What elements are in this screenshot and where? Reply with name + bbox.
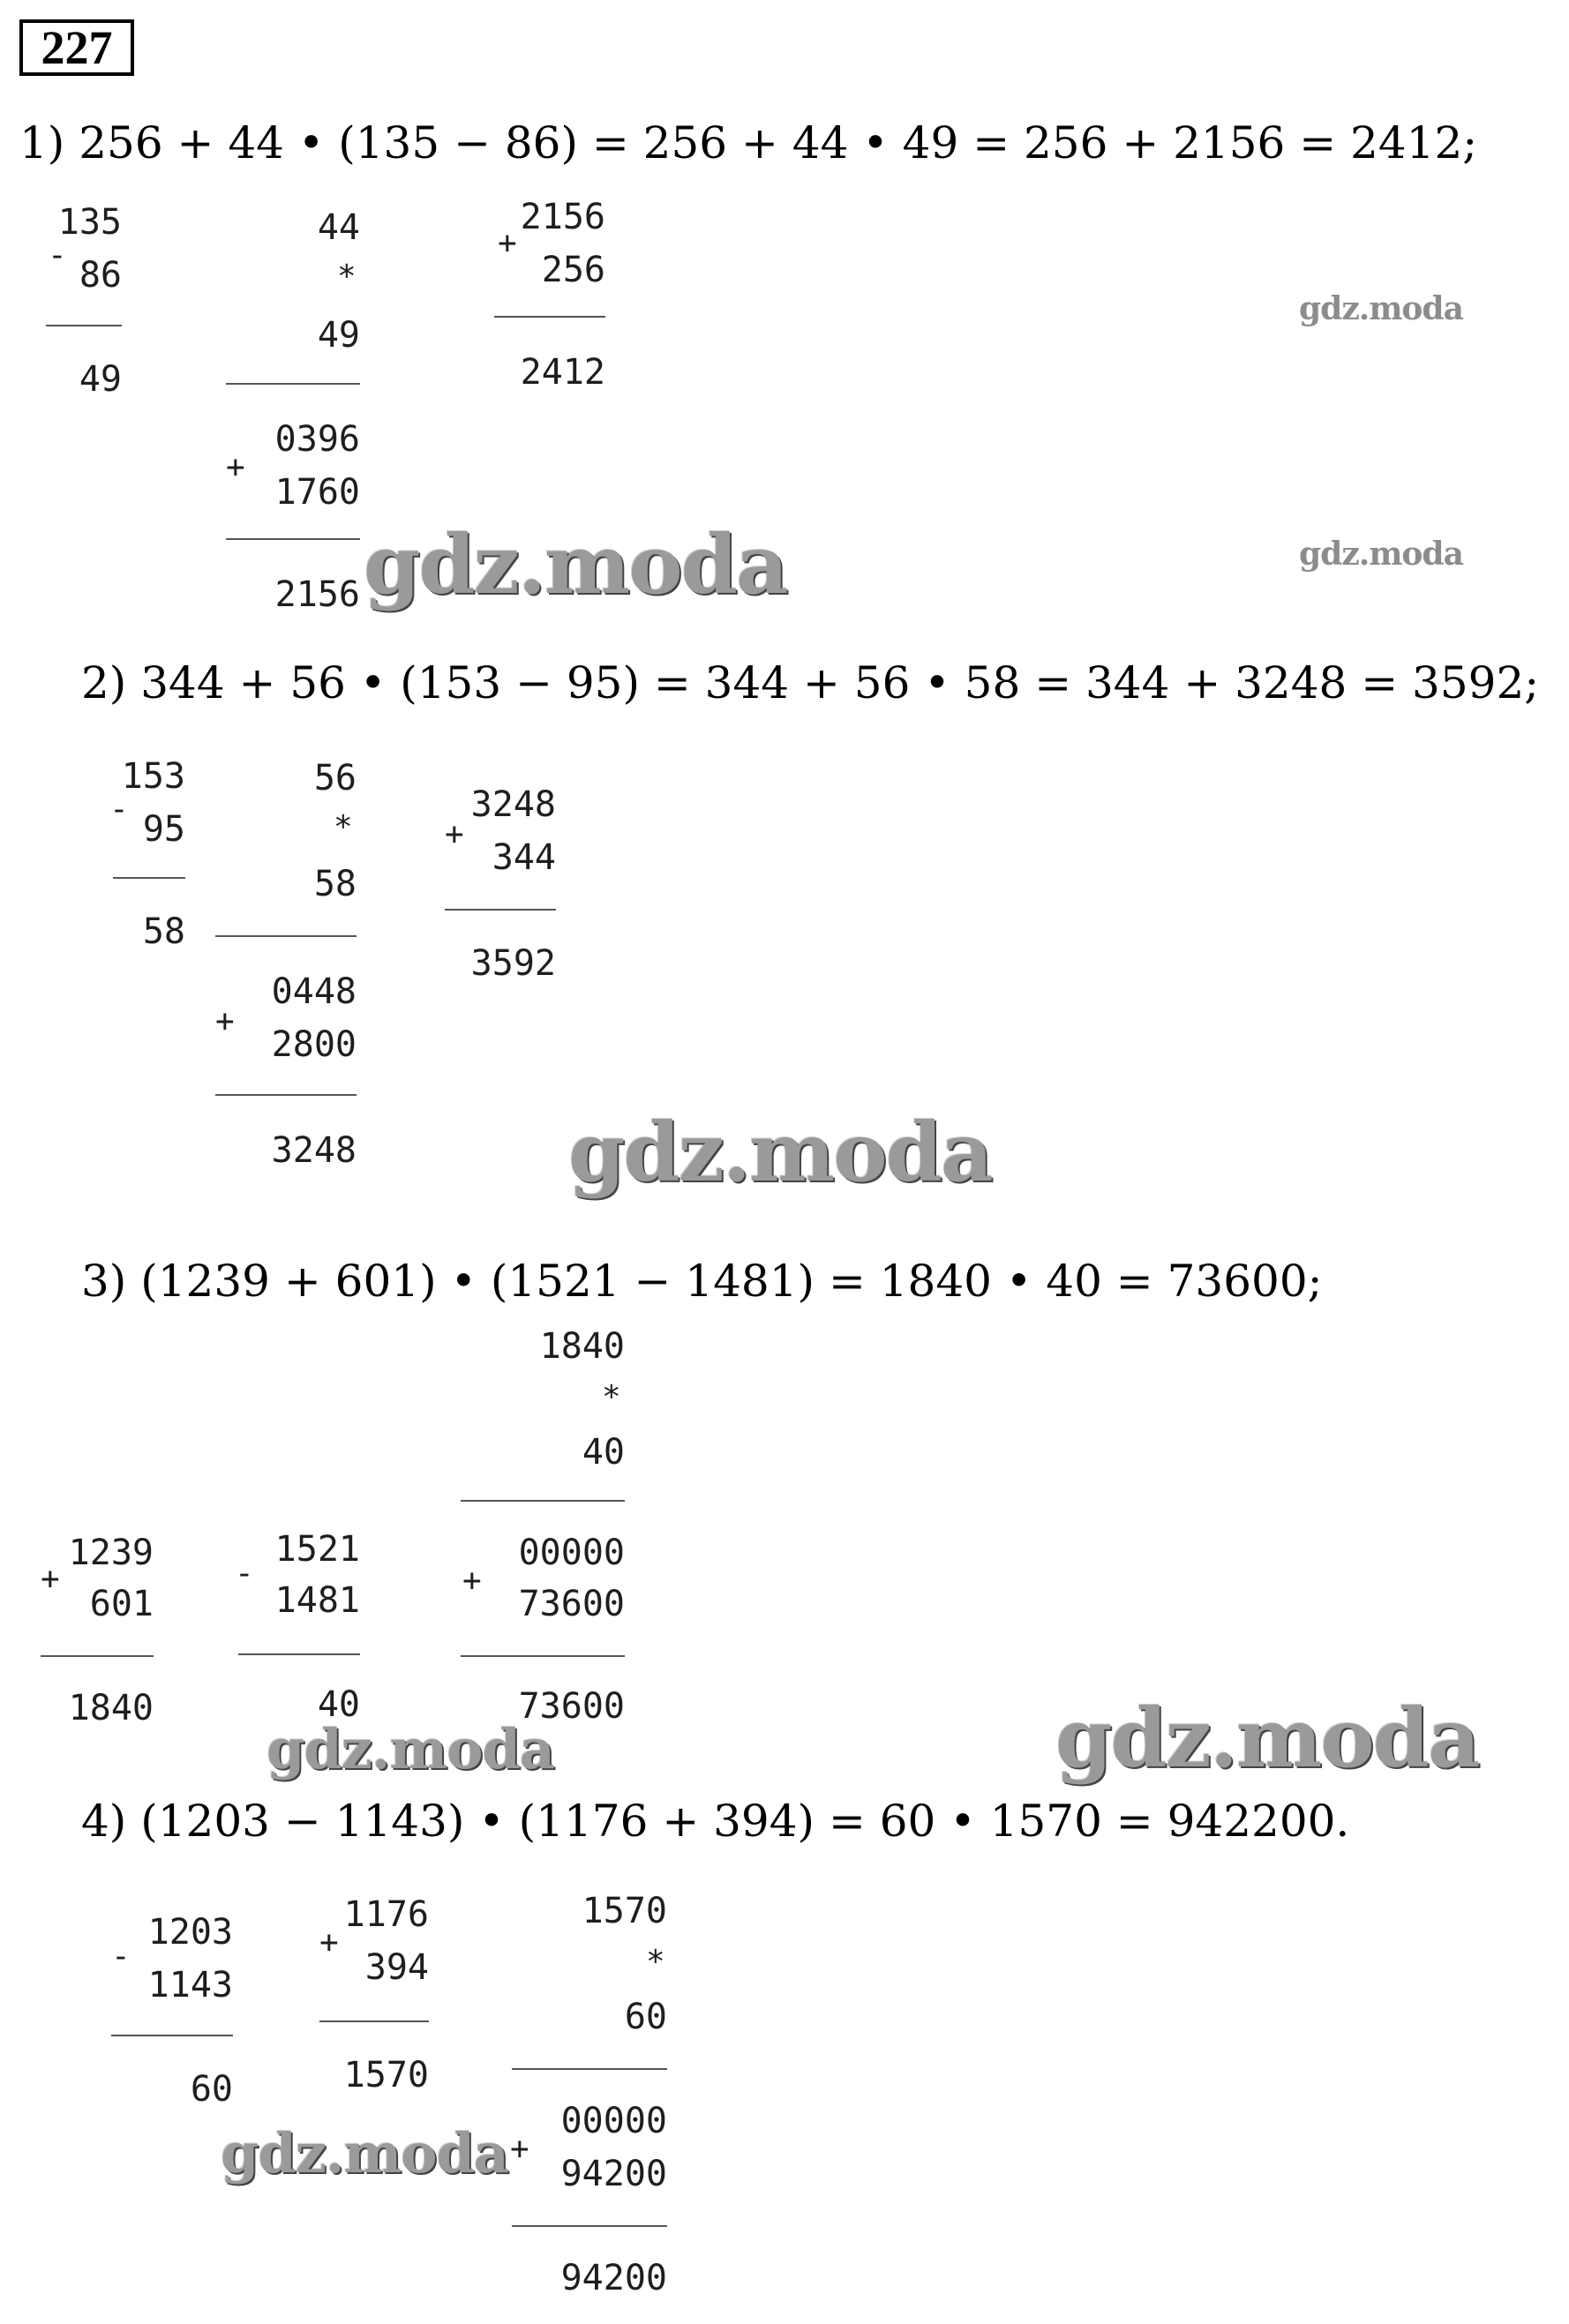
watermark: gdz.moda xyxy=(1299,536,1463,573)
calc3-mul-line1 xyxy=(461,1500,625,1502)
calc1-mul-partial1: 0396 xyxy=(274,419,360,460)
calc3-mul-line2 xyxy=(461,1655,625,1657)
plus-sign: + xyxy=(462,1563,482,1599)
calc1-sub-b: 86 xyxy=(79,255,122,296)
times-sign: * xyxy=(602,1379,621,1415)
watermark: gdz.moda xyxy=(1055,1691,1479,1786)
calc1-add-a: 2156 xyxy=(520,197,605,237)
calc1-sub-a: 135 xyxy=(57,202,122,243)
calc3-mul-partial2: 73600 xyxy=(518,1584,625,1624)
calc2-add-b: 344 xyxy=(492,837,556,878)
plus-sign: + xyxy=(41,1561,60,1597)
calc3-add-a: 1239 xyxy=(68,1533,154,1573)
minus-sign: - xyxy=(111,1938,131,1975)
equation-1: 1) 256 + 44 • (135 − 86) = 256 + 44 • 49 = 256 + 2156 = 2412; xyxy=(19,117,1478,169)
calc2-mul-result: 3248 xyxy=(271,1130,357,1171)
calc1-mul-line1 xyxy=(226,383,360,385)
calc3-add-result: 1840 xyxy=(68,1688,154,1728)
watermark: gdz.moda xyxy=(568,1105,992,1200)
calc3-add-line xyxy=(41,1655,154,1657)
calc4-add-result: 1570 xyxy=(343,2055,429,2095)
calc3-sub-a: 1521 xyxy=(274,1529,360,1570)
calc1-add-result: 2412 xyxy=(520,352,605,393)
calc1-sub-line xyxy=(46,325,122,326)
calc4-sub-result: 60 xyxy=(190,2069,233,2110)
calc2-mul-b: 58 xyxy=(313,864,357,904)
calc2-mul-line1 xyxy=(215,935,357,937)
calc2-mul-line2 xyxy=(215,1094,357,1096)
calc3-add-b: 601 xyxy=(89,1584,154,1624)
watermark: gdz.moda xyxy=(364,517,787,612)
calc4-sub-line xyxy=(111,2035,233,2036)
calc3-mul-partial1: 00000 xyxy=(518,1533,625,1573)
equation-3: 3) (1239 + 601) • (1521 − 1481) = 1840 • 40 = 73600; xyxy=(81,1256,1323,1307)
calc2-sub-result: 58 xyxy=(142,911,185,952)
plus-sign: + xyxy=(498,225,517,261)
calc1-mul-line2 xyxy=(226,538,360,540)
plus-sign: + xyxy=(510,2131,529,2167)
plus-sign: + xyxy=(226,449,245,485)
times-sign: * xyxy=(337,259,357,295)
calc4-mul-a: 1570 xyxy=(582,1891,667,1931)
calc3-mul-a: 1840 xyxy=(539,1326,625,1367)
calc4-mul-partial1: 00000 xyxy=(560,2101,667,2141)
calc2-add-a: 3248 xyxy=(470,784,556,825)
calc1-mul-partial2: 1760 xyxy=(274,472,360,513)
calc3-sub-b: 1481 xyxy=(274,1580,360,1621)
minus-sign: - xyxy=(235,1556,254,1592)
problem-number: 227 xyxy=(19,19,134,76)
calc2-sub-line xyxy=(113,877,185,879)
watermark: gdz.moda xyxy=(221,2121,508,2185)
plus-sign: + xyxy=(215,1003,235,1039)
calc2-add-line xyxy=(445,909,556,911)
calc2-sub-b: 95 xyxy=(142,809,185,850)
calc4-mul-line2 xyxy=(512,2225,667,2227)
plus-sign: + xyxy=(445,816,464,852)
calc1-mul-a: 44 xyxy=(317,207,360,248)
equation-2: 2) 344 + 56 • (153 − 95) = 344 + 56 • 58 = 344 + 3248 = 3592; xyxy=(81,657,1540,708)
calc4-add-a: 1176 xyxy=(343,1894,429,1935)
calc4-add-line xyxy=(319,2020,429,2022)
calc1-sub-result: 49 xyxy=(79,359,122,400)
calc2-sub-a: 153 xyxy=(121,756,185,797)
calc4-sub-b: 1143 xyxy=(147,1965,233,2005)
calc1-add-b: 256 xyxy=(541,250,605,290)
calc3-mul-b: 40 xyxy=(582,1432,625,1473)
calc1-add-line xyxy=(494,316,605,318)
calc4-add-b: 394 xyxy=(364,1947,429,1988)
calc3-mul-result: 73600 xyxy=(518,1686,625,1727)
calc4-mul-partial2: 94200 xyxy=(560,2154,667,2194)
times-sign: * xyxy=(646,1944,665,1980)
minus-sign: - xyxy=(109,791,129,828)
calc2-mul-partial1: 0448 xyxy=(271,971,357,1012)
calc2-add-result: 3592 xyxy=(470,943,556,984)
calc4-mul-result: 94200 xyxy=(560,2258,667,2298)
calc3-sub-line xyxy=(238,1653,360,1655)
calc3-sub-result: 40 xyxy=(317,1684,360,1725)
equation-4: 4) (1203 − 1143) • (1176 + 394) = 60 • 1570 = 942200. xyxy=(81,1795,1350,1847)
calc2-mul-partial2: 2800 xyxy=(271,1024,357,1065)
calc4-mul-line1 xyxy=(512,2068,667,2070)
calc2-mul-a: 56 xyxy=(313,758,357,798)
calc1-mul-result: 2156 xyxy=(274,574,360,615)
calc1-mul-b: 49 xyxy=(317,315,360,356)
watermark: gdz.moda xyxy=(1299,290,1463,327)
times-sign: * xyxy=(334,809,353,845)
minus-sign: - xyxy=(48,237,67,274)
watermark: gdz.moda xyxy=(267,1717,554,1781)
calc4-mul-b: 60 xyxy=(624,1997,667,2037)
calc4-sub-a: 1203 xyxy=(147,1912,233,1953)
plus-sign: + xyxy=(319,1924,339,1960)
